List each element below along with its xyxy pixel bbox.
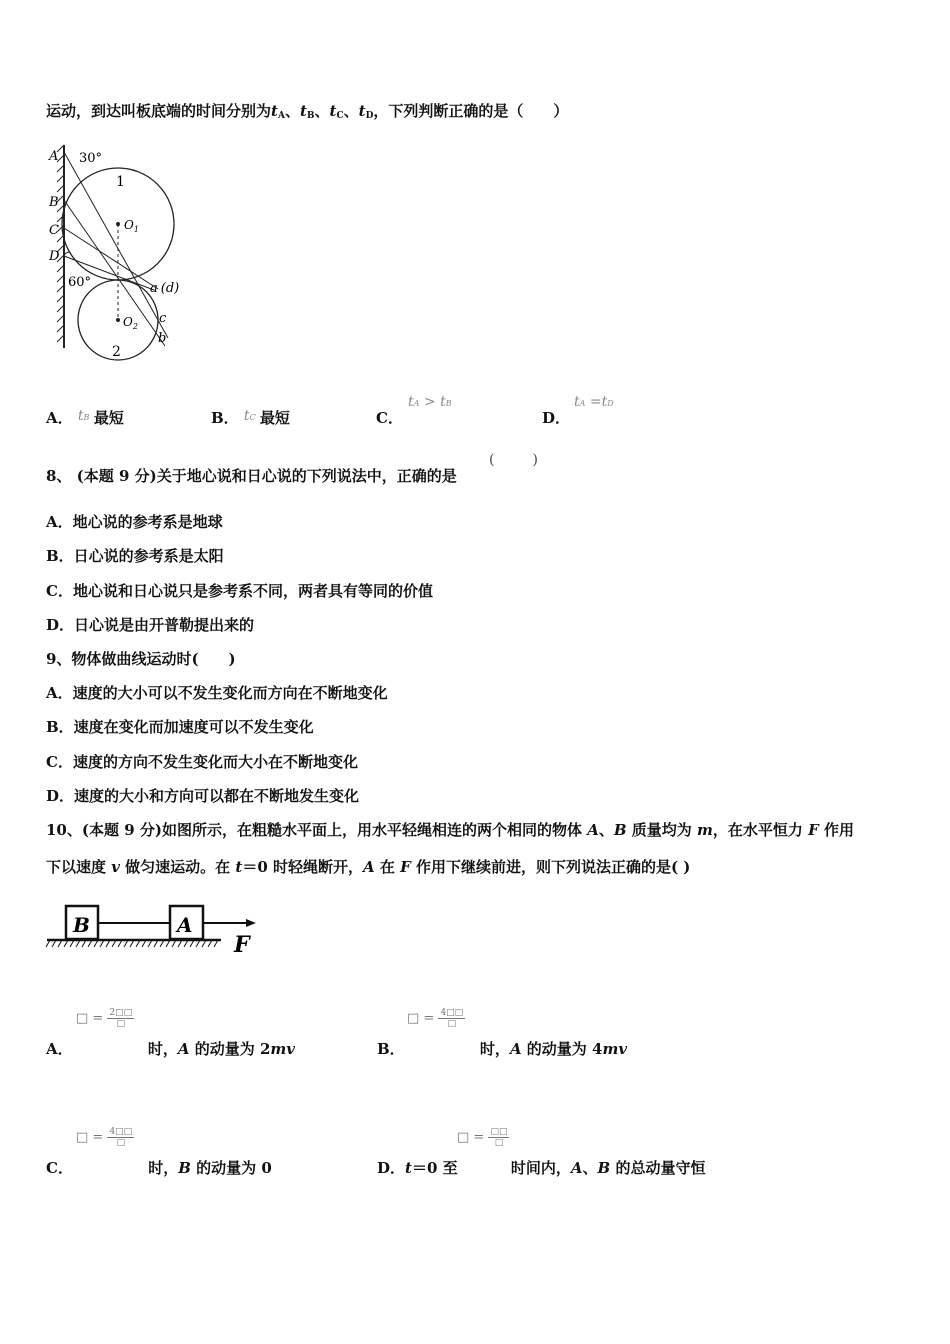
q8-stem: 8、 (本题 9 分)关于地心说和日心说的下列说法中，正确的是: [46, 467, 457, 485]
q7-option-b[interactable]: B． tC 最短: [211, 408, 290, 427]
q10-option-c[interactable]: C． □ = 4□□ □ 时，B 的动量为 0: [46, 1127, 272, 1177]
q10-option-d[interactable]: D．t＝0 至 □ = □□ □ 时间内，A、B 的总动量守恒: [377, 1127, 706, 1177]
q7-option-a[interactable]: A． tB 最短: [46, 408, 124, 427]
q10-stem-line1: 10、(本题 9 分)如图所示，在粗糙水平面上，用水平轻绳相连的两个相同的物体 A、B 质量均为 m，在水平恒力 F 作用: [46, 821, 854, 839]
svg-text:C: C: [49, 223, 59, 238]
q10-option-a[interactable]: A． □ = 2□□ □ 时，A 的动量为 2mv: [46, 1008, 296, 1058]
q9-option-b[interactable]: B．速度在变化而加速度可以不发生变化: [46, 718, 314, 736]
q7-stem: 运动，到达叫板底端的时间分别为$t_A$、$t_B$、$t_C$、$t_D$，下列判断正确的是（ ）: [46, 102, 569, 121]
q9-stem: 9、物体做曲线运动时( ): [46, 650, 236, 668]
q8-paren: ( ): [489, 452, 538, 468]
svg-text:O2: $O_2$: [123, 315, 138, 331]
svg-text:30°: 30°: [79, 151, 103, 166]
svg-text:O1: $O_1$: [124, 218, 139, 234]
svg-text:D: D: [49, 249, 60, 264]
svg-text:c: c: [159, 311, 167, 326]
q7-figure: [44, 140, 194, 365]
svg-text:a(d): a (d): [150, 281, 180, 296]
q9-option-c[interactable]: C．速度的方向不发生变化而大小在不断地变化: [46, 753, 358, 771]
svg-text:A: A: [177, 913, 193, 937]
svg-text:b: b: [158, 331, 167, 346]
q10-option-b[interactable]: B． □ = 4□□ □ 时，A 的动量为 4mv: [377, 1008, 628, 1058]
q8-option-d[interactable]: D．日心说是由开普勒提出来的: [46, 616, 255, 634]
q7-option-d[interactable]: D． tA =tD: [542, 394, 614, 427]
svg-text:A: A: [49, 149, 59, 164]
svg-text:F: F: [234, 932, 250, 958]
q8-option-c[interactable]: C．地心说和日心说只是参考系不同，两者具有等同的价值: [46, 582, 433, 600]
svg-text:B: B: [73, 913, 90, 937]
svg-text:B: B: [49, 195, 59, 210]
svg-text:1: 1: [116, 174, 125, 190]
q10-figure: [44, 890, 264, 958]
svg-text:60°: 60°: [68, 275, 92, 290]
svg-text:2: 2: [112, 344, 121, 360]
q8-option-a[interactable]: A．地心说的参考系是地球: [46, 513, 223, 531]
q8-option-b[interactable]: B．日心说的参考系是太阳: [46, 547, 224, 565]
q10-stem-line2: 下以速度 v 做匀速运动。在 t＝0 时轻绳断开，A 在 F 作用下继续前进，则下列说法正确的是( ): [46, 858, 691, 876]
q9-option-a[interactable]: A．速度的大小可以不发生变化而方向在不断地变化: [46, 684, 388, 702]
q7-option-c[interactable]: C． tA > tB: [376, 394, 452, 427]
q9-option-d[interactable]: D．速度的大小和方向可以都在不断地发生变化: [46, 787, 360, 805]
